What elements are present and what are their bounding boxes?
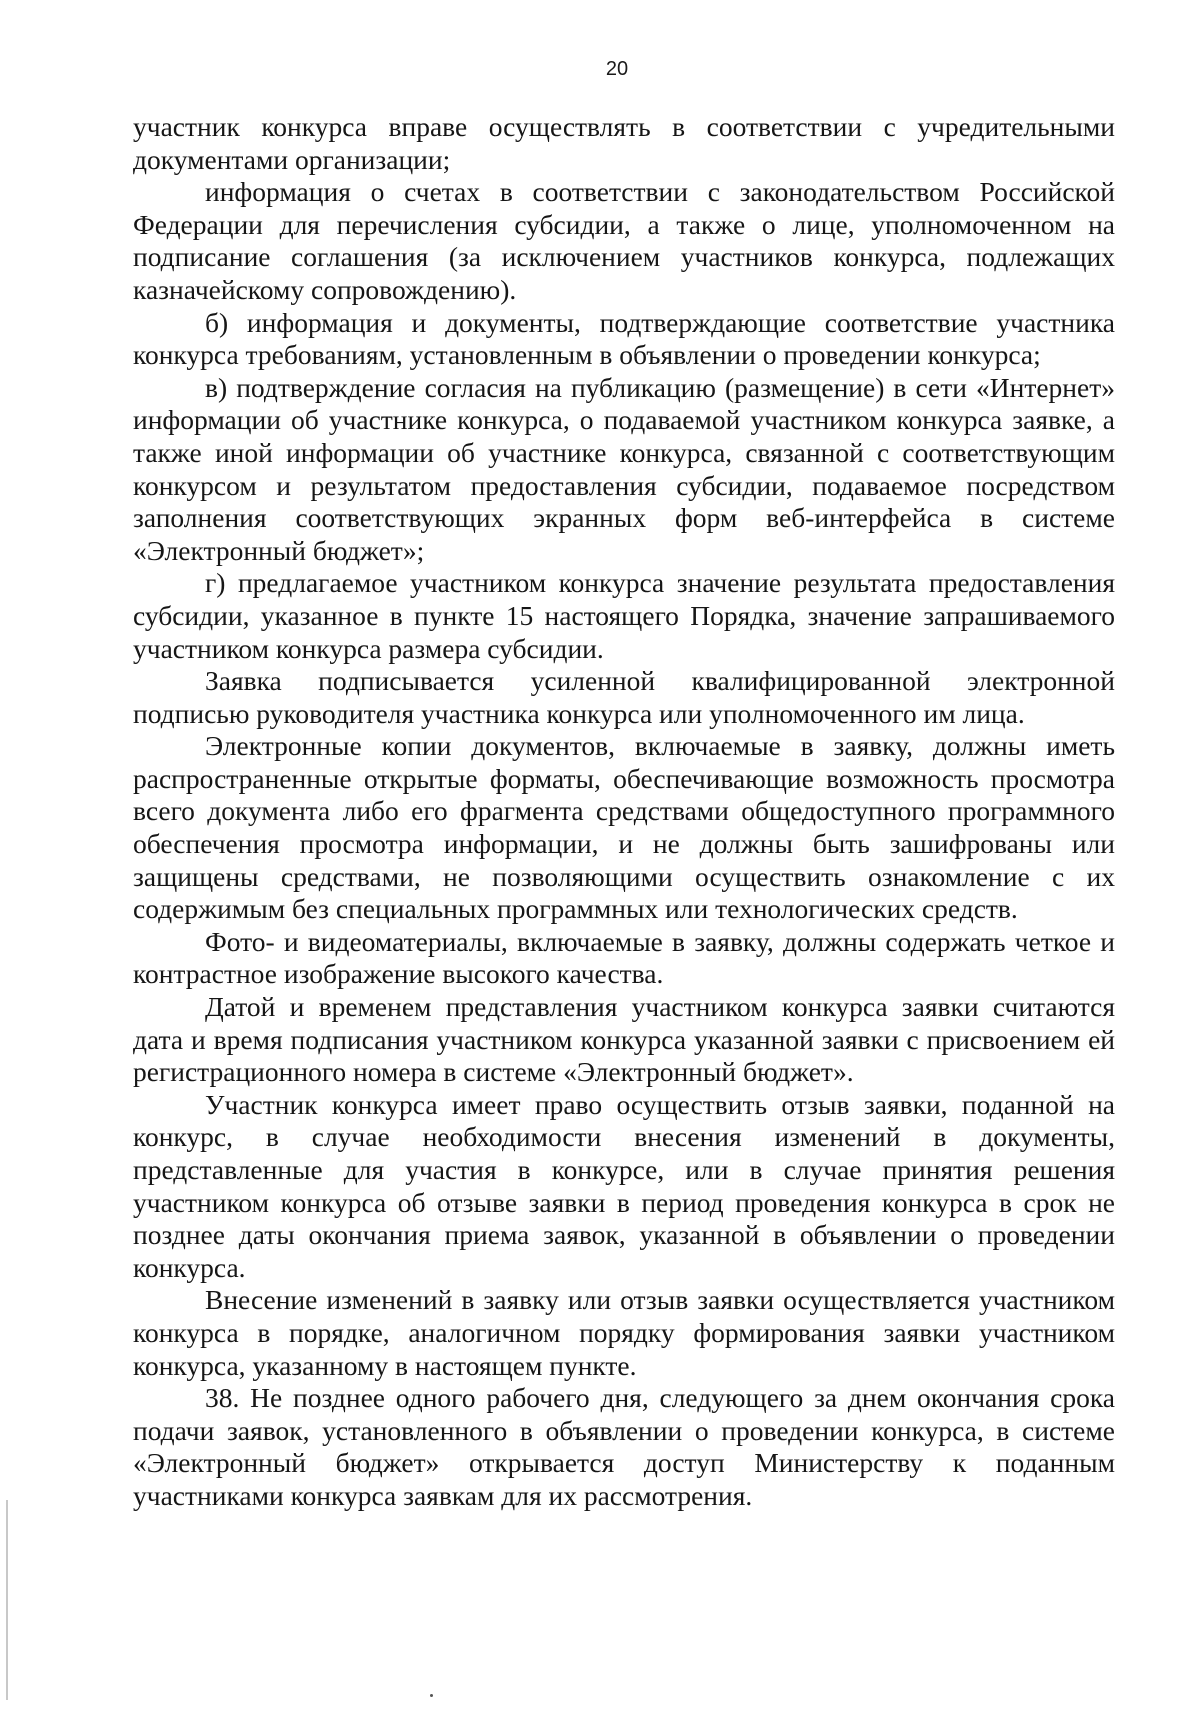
paragraph-8: Фото- и видеоматериалы, включаемые в заявку, должны содержать четкое и контрастное изображение высокого качества. <box>133 925 1115 990</box>
document-body <box>133 111 1115 1513</box>
paragraph-10: Участник конкурса имеет право осуществить отзыв заявки, поданной на конкурс, в случае необходимости внесения изменений в документы, представленные для участия в конкурсе, или в случае принятия решения участником конкурса об отзыве заявки в период проведения конкурса в срок не позднее даты окончания приема заявок, указанной в объявлении о проведении конкурса. <box>133 1088 1115 1283</box>
paragraph-6: Заявка подписывается усиленной квалифицированной электронной подписью руководителя участника конкурса или уполномоченного им лица. <box>133 665 1115 729</box>
paragraph-12: 38. Не позднее одного рабочего дня, следующего за днем окончания срока подачи заявок, установленного в объявлении о проведении конкурса, в системе «Электронный бюджет» открывается доступ Министерству к поданным участниками конкурса заявкам для их рассмотрения. <box>133 1382 1115 1511</box>
paragraph-9: Датой и временем представления участником конкурса заявки считаются дата и время подписания участником конкурса указанной заявки с присвоением ей регистрационного номера в системе «Электронный бюджет». <box>133 991 1115 1088</box>
paragraph-5: г) предлагаемое участником конкурса значение результата предоставления субсидии, указанное в пункте 15 настоящего Порядка, значение запрашиваемого участником конкурса размера субсидии. <box>133 567 1115 664</box>
paragraph-3: б) информация и документы, подтверждающие соответствие участника конкурса требованиям, установленным в объявлении о проведении конкурса; <box>133 306 1115 371</box>
paragraph-2: информация о счетах в соответствии с законодательством Российской Федерации для перечисления субсидии, а также о лице, уполномоченном на подписание соглашения (за исключением участников конкурса, подлежащих казначейскому сопровождению). <box>133 176 1115 305</box>
paragraph-7: Электронные копии документов, включаемые в заявку, должны иметь распространенные открытые форматы, обеспечивающие возможность просмотра всего документа либо его фрагмента средствами общедоступного программного обеспечения просмотра информации, и не должны быть зашифрованы или защищены средствами, не позволяющими осуществить ознакомление с их содержимым без специальных программных или технологических средств. <box>133 730 1115 925</box>
paragraph-4: в) подтверждение согласия на публикацию (размещение) в сети «Интернет» информации об участнике конкурса, о подаваемой участником конкурса заявке, а также иной информации об участнике конкурса, связанной с соответствующим конкурсом и результатом предоставления субсидии, подаваемое посредством заполнения соответствующих экранных форм веб-интерфейса в системе «Электронный бюджет»; <box>133 371 1115 566</box>
scan-speck <box>430 1694 433 1697</box>
page-number: 20 <box>605 58 629 80</box>
scan-edge-line <box>6 1500 8 1700</box>
paragraph-1: участник конкурса вправе осуществлять в соответствии с учредительными документами организации; <box>133 111 1115 175</box>
paragraph-11: Внесение изменений в заявку или отзыв заявки осуществляется участником конкурса в порядке, аналогичном порядку формирования заявки участником конкурса, указанному в настоящем пункте. <box>133 1284 1115 1381</box>
